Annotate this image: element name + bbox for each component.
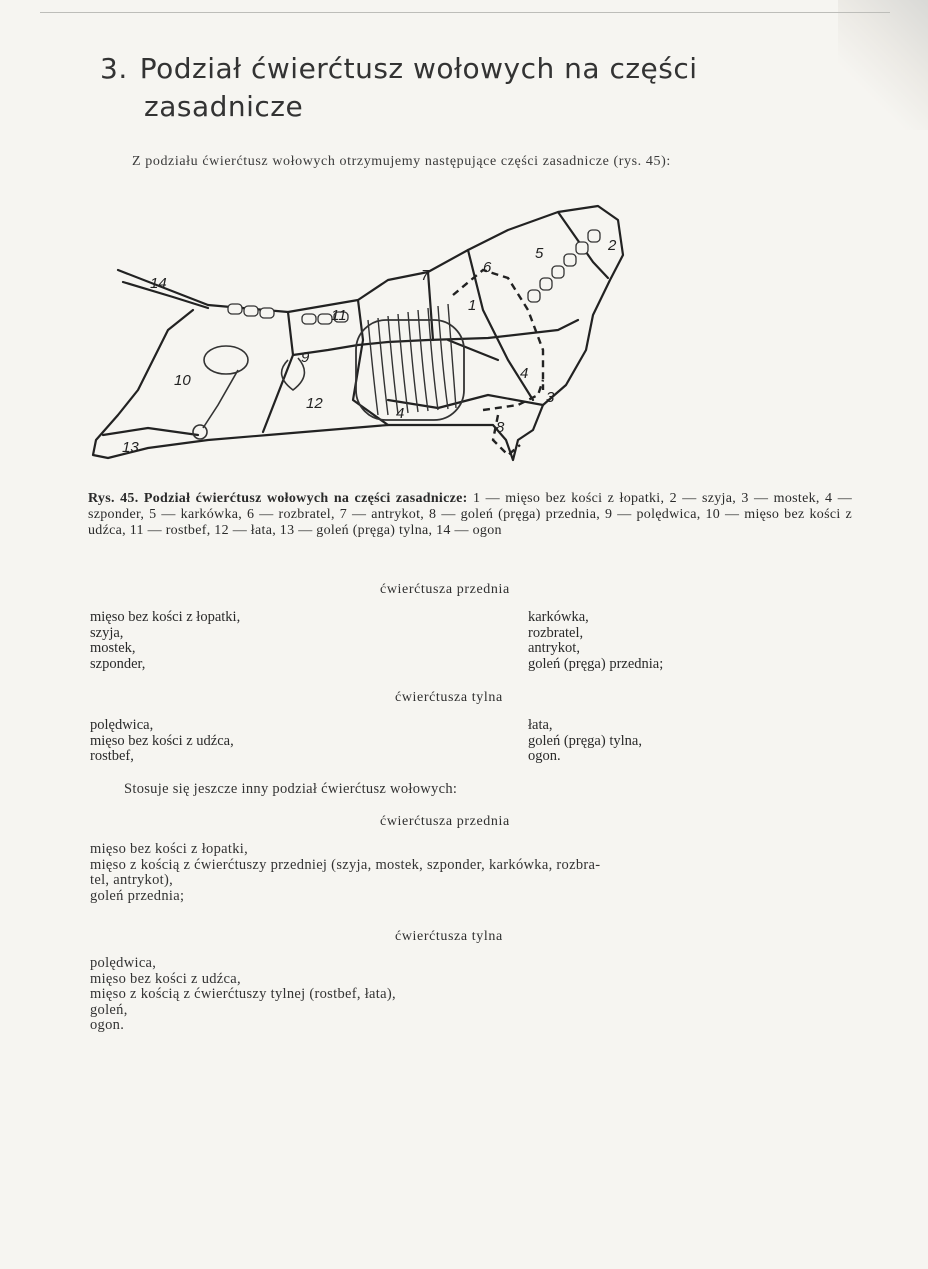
rear-quarter-heading-1: ćwierćtusza tylna	[395, 690, 503, 705]
list-item: goleń przednia;	[90, 887, 185, 904]
label-4a: 4	[396, 405, 405, 422]
list-item: tel, antrykot),	[90, 872, 174, 888]
figure-caption	[88, 491, 852, 539]
label-3: 3	[546, 389, 555, 406]
list-item: łata,	[528, 717, 553, 733]
front-left-list	[90, 610, 240, 672]
front-quarter-heading-2: ćwierćtusza przednia	[380, 814, 510, 829]
caption-text: 1 — mięso bez kości z łopatki, 2 — szyja, 3 — mostek, 4 — szponder, 5 — karkówka, 6 — rozbratel, 7 — antrykot, 8 — goleń (pręga) przednia, 9 — polędwica, 10 — mięso bez kości z udźca, 11 — rostbef, 12 — łata, 13 — goleń (pręga) tylna, 14 — ogon	[88, 491, 852, 538]
list-item: goleń,	[90, 1001, 128, 1018]
label-12: 12	[306, 395, 323, 412]
list-item: mięso z kością z ćwierćtuszy przedniej (szyja, mostek, szponder, karkówka, rozbra-	[90, 856, 601, 873]
list-item: mięso bez kości z udźca,	[90, 970, 241, 987]
title-line-1: Podział ćwierćtusz wołowych na części	[139, 52, 698, 85]
label-6: 6	[483, 259, 492, 276]
front-items-list-2	[90, 842, 850, 904]
list-item: ogon.	[90, 1017, 125, 1033]
list-item: polędwica,	[90, 717, 154, 733]
list-item: ogon.	[528, 748, 561, 764]
intro-paragraph: Z podziału ćwierćtusz wołowych otrzymujemy następujące części zasadnicze (rys. 45):	[132, 154, 671, 169]
title-line-2: zasadnicze	[144, 90, 304, 123]
page-corner-shadow	[838, 0, 928, 130]
label-13: 13	[122, 439, 139, 456]
label-9: 9	[301, 349, 310, 366]
rear-items-list-2	[90, 956, 850, 1034]
list-item: polędwica,	[90, 955, 157, 971]
rear-left-list	[90, 718, 234, 765]
label-7: 7	[421, 267, 430, 284]
section-title	[100, 50, 800, 126]
list-item: szponder,	[90, 655, 146, 672]
label-1: 1	[468, 297, 477, 314]
label-14: 14	[150, 275, 167, 292]
list-item: mostek,	[90, 640, 136, 656]
label-8: 8	[496, 419, 505, 436]
label-11: 11	[331, 307, 347, 324]
front-quarter-heading-1: ćwierćtusza przednia	[380, 582, 510, 597]
front-right-list	[528, 610, 663, 672]
caption-lead: Rys. 45. Podział ćwierćtusz wołowych na części zasadnicze:	[88, 491, 468, 506]
beef-division-diagram	[88, 200, 668, 480]
list-item: rostbef,	[90, 748, 134, 764]
top-rule	[40, 12, 890, 13]
rear-quarter-heading-2: ćwierćtusza tylna	[395, 929, 503, 944]
list-item: goleń (pręga) tylna,	[528, 732, 642, 749]
label-2: 2	[608, 237, 617, 254]
carcass-outline	[93, 206, 623, 460]
label-4b: 4	[520, 365, 529, 382]
list-item: antrykot,	[528, 640, 580, 656]
list-item: mięso bez kości z łopatki,	[90, 609, 241, 625]
section-number: 3.	[100, 52, 128, 85]
list-item: mięso z kością z ćwierćtuszy tylnej (rostbef, łata),	[90, 986, 396, 1002]
rear-right-list	[528, 718, 642, 765]
list-item: mięso bez kości z łopatki,	[90, 841, 248, 857]
list-item: szyja,	[90, 624, 124, 641]
list-item: rozbratel,	[528, 624, 584, 641]
list-item: karkówka,	[528, 609, 589, 625]
label-10: 10	[174, 372, 191, 389]
list-item: goleń (pręga) przednia;	[528, 655, 664, 672]
other-division-sentence: Stosuje się jeszcze inny podział ćwierćtusz wołowych:	[124, 781, 458, 797]
list-item: mięso bez kości z udźca,	[90, 732, 234, 749]
label-5: 5	[535, 245, 544, 262]
